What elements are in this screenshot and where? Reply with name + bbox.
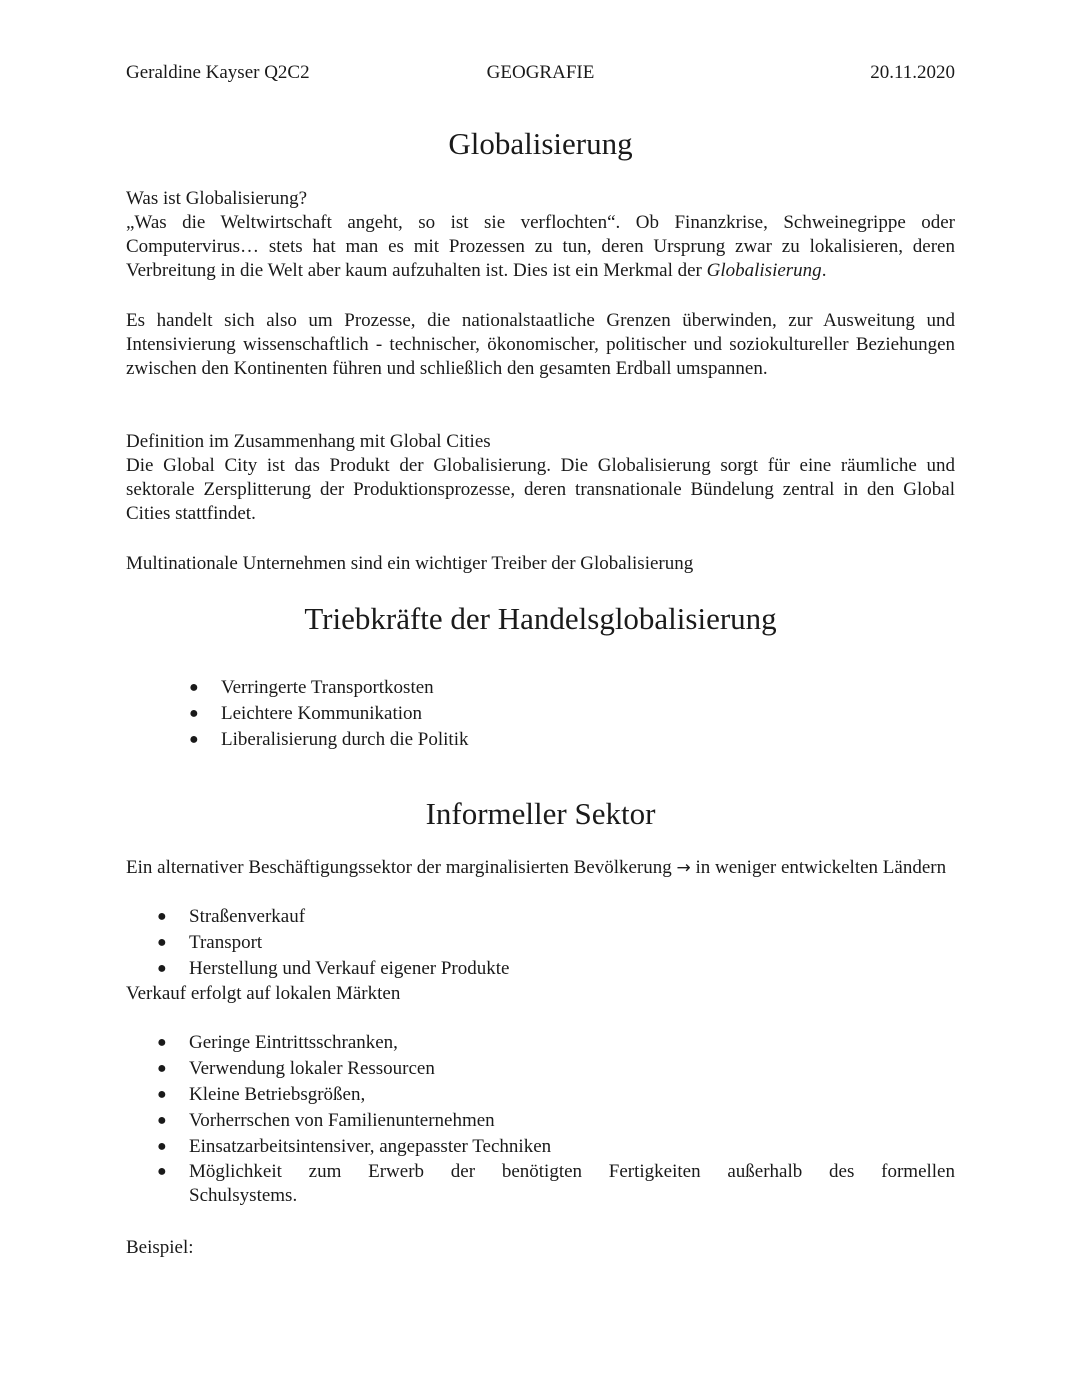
section-title-globalisierung: Globalisierung: [448, 126, 633, 161]
informal-characteristics-list: [157, 1030, 955, 1208]
list-item: ● Verwendung lokaler Ressourcen: [189, 1056, 955, 1082]
paragraph-processes: Es handelt sich also um Prozesse, die nationalstaatliche Grenzen überwinden, zur Ausweitung und Intensivierung wissenschaftlich - technischer, ökonomischer, politischer und soziokultureller Beziehungen zwischen den Kontinenten führen und schließlich den gesamten Erdball umspannen.: [126, 310, 955, 380]
paragraph-intro-text: „Was die Weltwirtschaft angeht, so ist sie verflochten“. Ob Finanzkrise, Schweinegrippe oder Computervirus… stets hat man es mit Prozessen zu tun, deren Ursprung zwar zu lokalisieren, deren Verbreitung in die Welt aber kaum aufzuhalten ist. Dies ist ein Merkmal der: [126, 212, 955, 282]
definition-heading: Definition im Zusammenhang mit Global Cities: [126, 431, 491, 452]
informal-intro: Ein alternativer Beschäftigungssektor der marginalisierten Bevölkerung → in weniger entwickelten Ländern: [126, 857, 947, 878]
list-item: ● Liberalisierung durch die Politik: [221, 727, 468, 753]
list-item: ● Möglichkeit zum Erwerb der benötigten Fertigkeiten außerhalb des formellen Schulsystems.: [157, 1161, 955, 1206]
list-item: ● Einsatzarbeitsintensiver, angepasster Techniken: [189, 1134, 955, 1160]
list-item: ● Kleine Betriebsgrößen,: [189, 1082, 955, 1108]
paragraph-intro: [126, 211, 955, 284]
bullet-icon: ●: [157, 1086, 167, 1103]
definition-text: Die Global City ist das Produkt der Globalisierung. Die Globalisierung sorgt für eine räumliche und sektorale Zersplitterung der Produktionsprozesse, deren transnationale Bündelung zentral in den Global Cities stattfindet.: [126, 455, 955, 525]
section-title-triebkraefte: Triebkräfte der Handelsglobalisierung: [304, 601, 777, 636]
header-date: 20.11.2020: [870, 62, 955, 83]
header-author: Geraldine Kayser Q2C2: [126, 62, 310, 83]
bullet-icon: ●: [189, 731, 199, 748]
section-title-informeller-sektor: Informeller Sektor: [425, 796, 656, 831]
paragraph-intro-end: .: [821, 260, 827, 282]
bullet-icon: ●: [157, 1034, 167, 1051]
list-item: ● Transport: [189, 930, 509, 956]
header-subject: GEOGRAFIE: [486, 62, 595, 83]
bullet-icon: ●: [157, 1060, 167, 1077]
informal-activities-list: [157, 904, 510, 982]
list-item: ● Straßenverkauf: [189, 904, 509, 930]
question-text: Was ist Globalisierung?: [126, 188, 308, 209]
example-label: Beispiel:: [126, 1237, 194, 1258]
arrow-right-icon: →: [676, 858, 691, 878]
multinational-text: Multinationale Unternehmen sind ein wichtiger Treiber der Globalisierung: [126, 553, 694, 574]
bullet-icon: ●: [157, 934, 167, 951]
bullet-icon: ●: [189, 679, 199, 696]
list-item: ● Leichtere Kommunikation: [221, 701, 468, 727]
paragraph-intro-emphasis: Globalisierung: [706, 260, 822, 282]
list-item: ● Verringerte Transportkosten: [221, 675, 468, 701]
bullet-icon: ●: [189, 705, 199, 722]
page-header: [126, 62, 955, 88]
list-item: ● Vorherrschen von Familienunternehmen: [189, 1108, 955, 1134]
list-item: ● Herstellung und Verkauf eigener Produkte: [189, 956, 509, 982]
list-item: ● Geringe Eintrittsschranken,: [189, 1030, 955, 1056]
sale-text: Verkauf erfolgt auf lokalen Märkten: [126, 983, 401, 1004]
bullet-icon: ●: [157, 960, 167, 977]
triebkraefte-list: [189, 675, 469, 753]
bullet-icon: ●: [157, 1138, 167, 1155]
bullet-icon: ●: [157, 1112, 167, 1129]
bullet-icon: ●: [157, 908, 167, 925]
bullet-icon: ●: [157, 1163, 167, 1180]
